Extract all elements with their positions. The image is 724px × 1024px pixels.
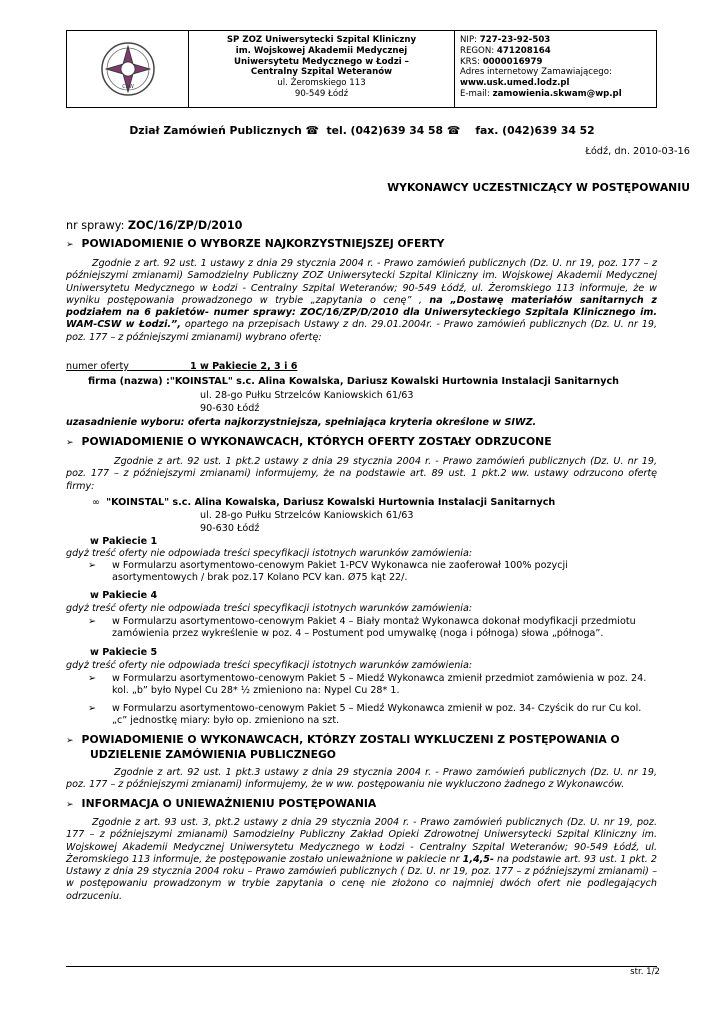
rejection-reason: gdyż treść oferty nie odpowiada treści specyfikacji istotnych warunków zamówienia: [66, 603, 473, 614]
krs-row: KRS: 0000016979 [460, 56, 543, 67]
rejected-firm-street: ul. 28-go Pułku Strzelców Kaniowskich 61/63 [200, 510, 414, 521]
contact-line: Dział Zamówień Publicznych ☎ tel. (042)639 34 58 ☎ fax. (042)639 34 52 [129, 124, 595, 137]
section-2-heading: ➢ POWIADOMIENIE O WYKONAWCACH, KTÓRYCH OFERTY ZOSTAŁY ODRZUCONE [66, 435, 552, 448]
page-number: str. 1/2 [630, 967, 660, 977]
arrow-bullet-icon: ➢ [88, 616, 97, 627]
section-3-heading: ➢ POWIADOMIENIE O WYKONAWCACH, KTÓRZY ZOSTALI WYKLUCZENI Z POSTĘPOWANIA O UDZIELENIE ZAMÓWIENIA PUBLICZNEGO [66, 733, 620, 761]
selected-firm-street: ul. 28-go Pułku Strzelców Kaniowskich 61/63 [200, 390, 414, 401]
section-1-paragraph: Zgodnie z art. 92 ust. 1 ustawy z dnia 29 stycznia 2004 r. - Prawo zamówień publicznych (Dz. U. nr 19, poz. 177 – z późniejszymi zmianami) Samodzielny Publiczny ZOZ Uniwersytecki Szpital Kliniczny im. Wojskowej Akademii Medycznej Uniwersytetu Medycznego w Łodzi - Centralny Szpital Weteranów; 90-549 Łódź, ul. Żeromskiego 113 informuje, że w wyniku postępowania prowadzonego w trybie „zapytania o cenę” , na „Dostawę materiałów sanitarnych z podziałem na 6 pakietów- numer sprawy: ZOC/16/ZP/D/2010 dla Uniwersyteckiego Szpitala Klinicznego im. WAM-CSW w Łodzi.”, opartego na przepisach Ustawy z dn. 29.01.2004r. - Prawo zamówień publicznych (Dz. U. nr 19, poz. 177 – z późniejszymi zmianami) wybrano ofertę: [66, 258, 658, 343]
email-link[interactable]: zamowienia.skwam@wp.pl [492, 88, 622, 99]
package-4-heading: w Pakiecie 4 [90, 590, 158, 601]
svg-text:CSW: CSW [121, 84, 134, 90]
package-1-item: w Formularzu asortymentowo-cenowym Pakiet 1-PCV Wykonawca nie zaoferował 100% pozycji asortymentowych / brak poz.17 Kolano PCV kan. Ø75 kąt 22/. [112, 560, 568, 584]
section-4-heading: ➢ INFORMACJA O UNIEWAŻNIENIU POSTĘPOWANIA [66, 797, 377, 810]
package-1-heading: w Pakiecie 1 [90, 536, 158, 547]
identifiers-block [455, 31, 656, 107]
org-line-2: im. Wojskowej Akademii Medycznej [235, 45, 408, 56]
web-link[interactable]: www.usk.umed.lodz.pl [460, 78, 570, 89]
document-date: Łódź, dn. 2010-03-16 [585, 146, 690, 157]
arrow-bullet-icon: ➢ [88, 673, 97, 684]
rejection-reason: gdyż treść oferty nie odpowiada treści specyfikacji istotnych warunków zamówienia: [66, 548, 473, 559]
org-line-4: Centralny Szpital Weteranów [250, 67, 393, 78]
section-4-paragraph: Zgodnie z art. 93 ust. 3, pkt.2 ustawy z dnia 29 stycznia 2004 r. - Prawo zamówień publicznych (Dz. U. nr 19, poz. 177 – z późniejszymi zmianami) Samodzielny Publiczny Zakład Opieki Zdrowotnej Uniwersytecki Szpital Kliniczny im. Wojskowej Akademii Medycznej Uniwersytetu Medycznego w Łodzi - Centralny Szpital Weteranów; 90-549 Łódź, ul. Żeromskiego 113 informuje, że postępowanie zostało unieważnione w pakiecie nr 1,4,5- na podstawie art. 93 ust. 1 pkt. 2 Ustawy z dnia 29 stycznia 2004 roku – Prawo zamówień publicznych ( Dz. U. nr 19, poz. 177 – z późniejszymi zmianami) – w postępowaniu prowadzonym w trybie zapytania o cenę nie złożono co najmniej dwóch ofert nie podlegających odrzuceniu. [66, 817, 657, 902]
org-line-1: SP ZOZ Uniwersytecki Szpital Kliniczny [226, 35, 417, 45]
org-street: ul. Żeromskiego 113 [277, 78, 366, 89]
document-title: WYKONAWCY UCZESTNICZĄCY W POSTĘPOWANIU [387, 181, 690, 194]
case-number: nr sprawy: ZOC/16/ZP/D/2010 [66, 219, 243, 232]
footer-divider [66, 966, 657, 967]
justification: uzasadnienie wyboru: oferta najkorzystniejsza, spełniająca kryteria określone w SIWZ. [66, 417, 537, 428]
package-5-item-1: w Formularzu asortymentowo-cenowym Pakiet 5 – Miedź Wykonawca zmienił przedmiot zamówienia w poz. 24. kol. „b” było Nypel Cu 28* ½ zmieniono na: Nypel Cu 28* 1. [112, 673, 647, 697]
section-3-paragraph: Zgodnie z art. 92 ust. 1 pkt.3 ustawy z dnia 29 stycznia 2004 r. - Prawo zamówień publicznych (Dz. U. nr 19, poz. 177 – z późniejszymi zmianami) informujemy, że w ww. postępowaniu nie wykluczono żadnego z Wykonawców. [66, 767, 657, 791]
phone-icon: ☎ [443, 124, 476, 137]
nip-row: NIP: 727-23-92-503 [460, 35, 551, 45]
rejected-firm: ∞ "KOINSTAL" s.c. Alina Kowalska, Dariusz Kowalski Hurtownia Instalacji Sanitarnych [92, 497, 556, 508]
organization-block [189, 31, 455, 107]
email-row: E-mail: zamowienia.skwam@wp.pl [460, 88, 622, 99]
offer-row: numer oferty 1 w Pakiecie 2, 3 i 6 [66, 361, 298, 372]
arrow-bullet-icon: ➢ [88, 703, 97, 714]
org-city: 90-549 Łódź [294, 88, 349, 99]
rejection-reason: gdyż treść oferty nie odpowiada treści specyfikacji istotnych warunków zamówienia: [66, 660, 473, 671]
arrow-bullet-icon: ➢ [88, 560, 97, 571]
arrow-bullet-icon: ➢ [66, 800, 74, 810]
letterhead [66, 30, 657, 108]
arrow-bullet-icon: ➢ [66, 438, 74, 448]
arrow-bullet-icon: ➢ [66, 736, 74, 746]
org-line-3: Uniwersytetu Medycznego w Łodzi – [234, 56, 409, 67]
section-2-paragraph: Zgodnie z art. 92 ust. 1 pkt.2 ustawy z dnia 29 stycznia 2004 r. - Prawo zamówień publicznych (Dz. U. nr 19, poz. 177 – z późniejszymi zmianami) informujemy, że na podstawie art. 89 ust. 1 pkt.2 ww. ustawy odrzucono ofertę firmy: [66, 456, 657, 492]
package-5-item-2: w Formularzu asortymentowo-cenowym Pakiet 5 – Miedź Wykonawca zmienił w poz. 34- Czyścik do rur Cu kol. „c” jednostkę miary: było op. zmieniono na szt. [112, 703, 642, 727]
infinity-bullet-icon: ∞ [92, 497, 107, 508]
package-5-heading: w Pakiecie 5 [90, 647, 158, 658]
hospital-logo [67, 31, 189, 107]
arrow-bullet-icon: ➢ [66, 240, 74, 250]
rejected-firm-city: 90-630 Łódź [200, 523, 260, 534]
selected-firm-city: 90-630 Łódź [200, 403, 260, 414]
phone-icon: ☎ [301, 124, 327, 137]
regon-row: REGON: 471208164 [460, 45, 551, 56]
web-label: Adres internetowy Zamawiającego: [460, 67, 612, 78]
selected-firm: firma (nazwa) :"KOINSTAL" s.c. Alina Kowalska, Dariusz Kowalski Hurtownia Instalacji Sanitarnych [88, 376, 619, 387]
section-1-heading: ➢ POWIADOMIENIE O WYBORZE NAJKORZYSTNIEJSZEJ OFERTY [66, 237, 445, 250]
package-4-item: w Formularzu asortymentowo-cenowym Pakiet 4 – Biały montaż Wykonawca dokonał modyfikacji przedmiotu zamówienia przez wykreślenie w poz. 4 – Postument pod umywalkę (noga i półnoga) słowa „półnoga”. [112, 616, 636, 640]
